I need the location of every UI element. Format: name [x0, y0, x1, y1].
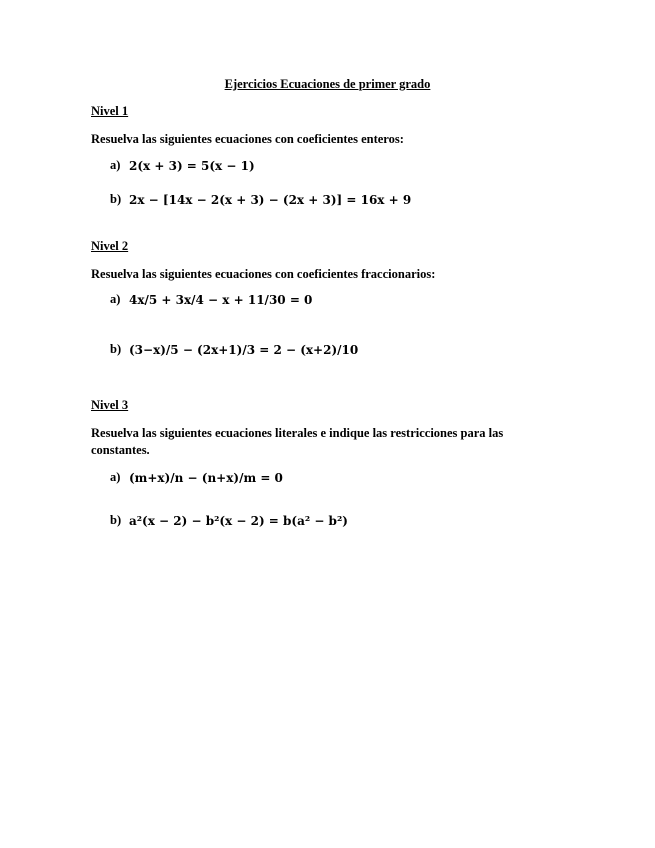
item-letter: b) — [110, 342, 122, 356]
equation: 2(x + 3) = 5(x − 1) — [129, 158, 255, 173]
item-letter: b) — [110, 513, 122, 527]
item-letter: a) — [110, 158, 121, 172]
level-3-heading: Nivel 3 — [91, 398, 129, 412]
level-1-item-b — [110, 192, 411, 207]
level-2-instruction: Resuelva las siguientes ecuaciones con coeficientes fraccionarios: — [91, 267, 436, 281]
equation: (3−x)/5 − (2x+1)/3 = 2 − (x+2)/10 — [129, 342, 359, 357]
document-title: Ejercicios Ecuaciones de primer grado — [224, 77, 431, 91]
level-3-item-b — [110, 513, 348, 528]
level-3-item-a — [110, 470, 283, 485]
item-letter: a) — [110, 292, 121, 306]
item-letter: b) — [110, 192, 122, 206]
level-1-instruction: Resuelva las siguientes ecuaciones con coeficientes enteros: — [91, 132, 404, 146]
equation: a²(x − 2) − b²(x − 2) = b(a² − b²) — [129, 513, 348, 528]
level-2-item-b — [110, 342, 358, 357]
item-letter: a) — [110, 470, 121, 484]
level-2-item-a — [110, 292, 312, 307]
equation: 2x − [14x − 2(x + 3) − (2x + 3)] = 16x + 9 — [129, 192, 412, 207]
equation: (m+x)/n − (n+x)/m = 0 — [129, 470, 283, 485]
equation: 4x/5 + 3x/4 − x + 11/30 = 0 — [129, 292, 313, 307]
level-2-heading: Nivel 2 — [91, 239, 129, 253]
level-3-instruction: Resuelva las siguientes ecuaciones literales e indique las restricciones para las constantes. — [91, 426, 504, 457]
level-1-item-a — [110, 158, 255, 173]
level-1-heading: Nivel 1 — [91, 104, 129, 118]
